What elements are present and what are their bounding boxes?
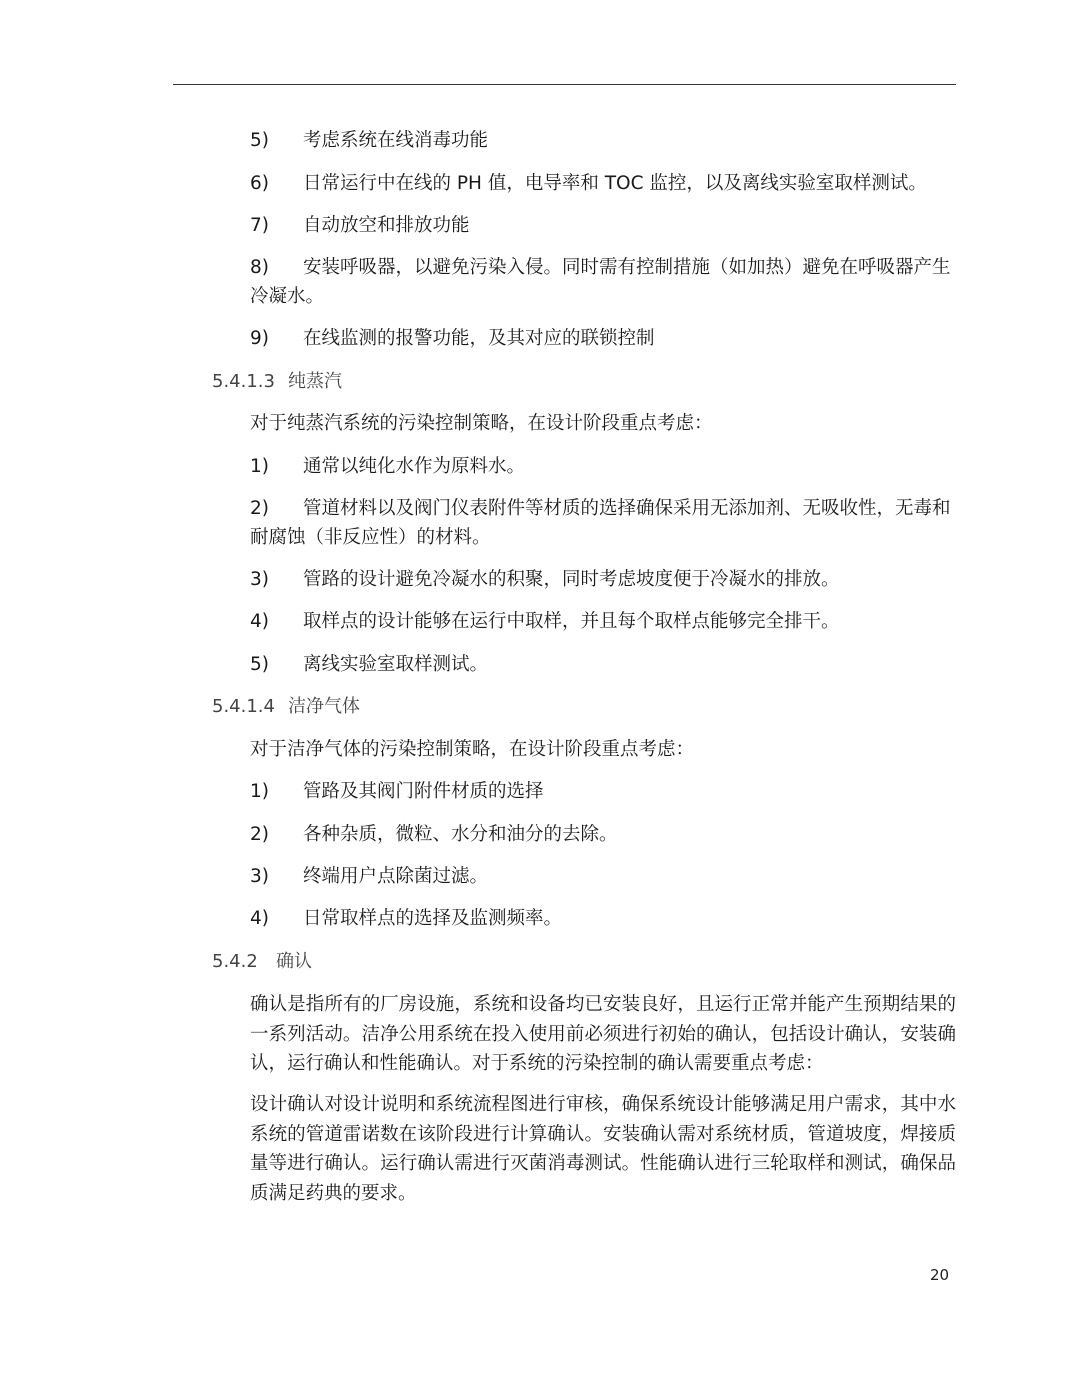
item-number: 2)	[250, 498, 269, 519]
item-text: 安装呼吸器，以避免污染入侵。同时需有控制措施（如加热）避免在呼吸器产生冷凝水。	[250, 257, 951, 307]
item-text: 自动放空和排放功能	[303, 215, 470, 236]
section-heading	[212, 367, 342, 396]
item-text: 取样点的设计能够在运行中取样，并且每个取样点能够完全排干。	[303, 611, 840, 632]
item-number: 9)	[250, 328, 269, 349]
item-number: 8)	[250, 257, 269, 278]
section-intro: 对于洁净气体的污染控制策略，在设计阶段重点考虑：	[250, 739, 695, 760]
paragraph: 设计确认对设计说明和系统流程图进行审核，确保系统设计能够满足用户需求，其中水系统的管道雷诺数在该阶段进行计算确认。安装确认需对系统材质，管道坡度，焊接质量等进行确认。运行确认需进行灭菌消毒测试。性能确认进行三轮取样和测试，确保品质满足药典的要求。	[250, 1094, 956, 1204]
list-item	[250, 820, 956, 849]
section-heading	[212, 947, 312, 976]
item-number: 1)	[250, 456, 269, 477]
paragraph: 确认是指所有的厂房设施，系统和设备均已安装良好，且运行正常并能产生预期结果的一系列活动。洁净公用系统在投入使用前必须进行初始的确认，包括设计确认，安装确认，运行确认和性能确认。对于系统的污染控制的确认需要重点考虑：	[250, 994, 956, 1074]
item-number: 3)	[250, 866, 269, 887]
item-text: 管道材料以及阀门仪表附件等材质的选择确保采用无添加剂、无吸收性，无毒和耐腐蚀（非反应性）的材料。	[250, 498, 951, 548]
section-title: 纯蒸汽	[288, 371, 342, 392]
item-number: 7)	[250, 215, 269, 236]
item-text: 各种杂质，微粒、水分和油分的去除。	[303, 824, 618, 845]
section-title: 洁净气体	[288, 696, 360, 717]
list-item	[250, 169, 956, 198]
list-item	[250, 607, 956, 636]
list-item	[250, 494, 956, 552]
section-number: 5.4.1.4	[212, 696, 275, 717]
section-intro: 对于纯蒸汽系统的污染控制策略，在设计阶段重点考虑：	[250, 413, 713, 434]
item-number: 6)	[250, 173, 269, 194]
item-text: 在线监测的报警功能，及其对应的联锁控制	[303, 328, 655, 349]
list-item	[250, 904, 956, 933]
item-text: 通常以纯化水作为原料水。	[303, 456, 526, 477]
item-number: 5)	[250, 654, 269, 675]
section-title: 确认	[276, 951, 312, 972]
item-text: 日常取样点的选择及监测频率。	[303, 908, 563, 929]
list-item	[250, 777, 956, 806]
item-number: 3)	[250, 569, 269, 590]
item-text: 管路及其阀门附件材质的选择	[303, 781, 544, 802]
section-number: 5.4.1.3	[212, 371, 275, 392]
list-item	[250, 324, 956, 353]
item-number: 5)	[250, 130, 269, 151]
list-item	[250, 253, 956, 311]
item-text: 考虑系统在线消毒功能	[303, 130, 489, 151]
list-item	[250, 452, 956, 481]
item-text: 管路的设计避免冷凝水的积聚，同时考虑坡度便于冷凝水的排放。	[303, 569, 840, 590]
item-number: 4)	[250, 908, 269, 929]
item-text: 日常运行中在线的 PH 值，电导率和 TOC 监控，以及离线实验室取样测试。	[303, 173, 927, 194]
list-item	[250, 565, 956, 594]
section-heading	[212, 692, 360, 721]
list-item	[250, 650, 956, 679]
item-number: 2)	[250, 824, 269, 845]
header-rule	[173, 84, 956, 85]
item-number: 4)	[250, 611, 269, 632]
item-text: 终端用户点除菌过滤。	[303, 866, 489, 887]
list-item	[250, 211, 956, 240]
item-text: 离线实验室取样测试。	[303, 654, 489, 675]
list-item	[250, 126, 956, 155]
item-number: 1)	[250, 781, 269, 802]
page-number: 20	[930, 1266, 950, 1284]
list-item	[250, 862, 956, 891]
section-number: 5.4.2	[212, 951, 258, 972]
